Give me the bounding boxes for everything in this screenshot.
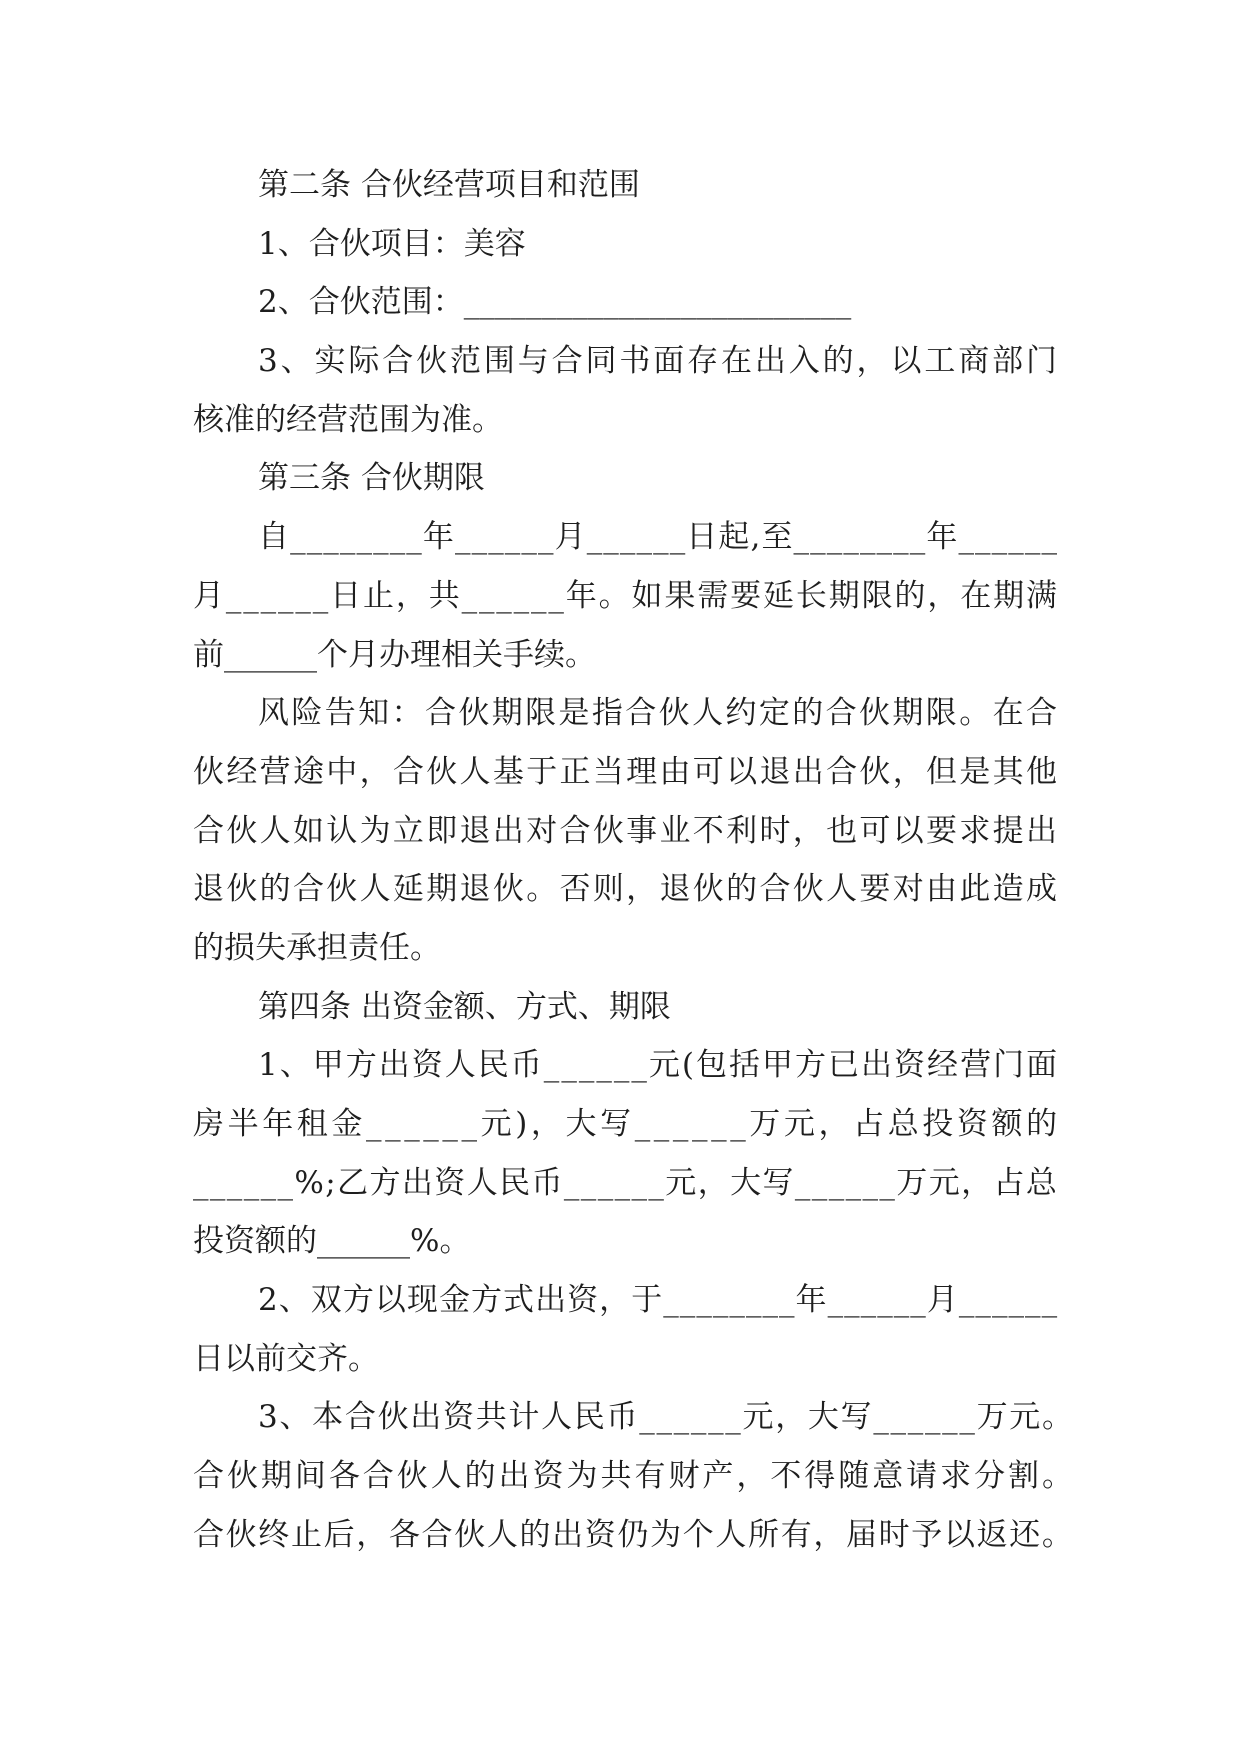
article-2-heading [0,156,1241,215]
clause-line: 1、合伙项目：美容 [258,225,526,262]
clause-line: 月______日止，共______年。如果需要延长期限的，在期满 [193,577,1059,614]
notice-line: 伙经营途中，合伙人基于正当理由可以退出合伙，但是其他 [193,753,1060,790]
clause-line: 3、实际合伙范围与合同书面存在出入的，以工商部门 [258,343,1060,380]
clause-capital-total [0,1388,1241,1564]
clause-line: 房半年租金______元)，大写______万元，占总投资额的 [193,1106,1061,1142]
clause-line: 3、本合伙出资共计人民币______元，大写______万元。 [258,1399,1075,1436]
article-4-heading [0,978,1241,1037]
clause-line: 投资额的______%。 [193,1223,471,1260]
clause-capital-method [0,1271,1241,1388]
clause-actual-scope [0,332,1241,449]
clause-term-dates [0,508,1241,684]
clause-line: 前______个月办理相关手续。 [193,636,596,673]
clause-line: 日以前交齐。 [193,1340,379,1377]
clause-line: 核准的经营范围为准。 [193,401,503,438]
risk-notice [0,684,1241,977]
clause-line: 2、双方以现金方式出资，于________年______月______ [258,1282,1059,1319]
heading-line: 第三条 合伙期限 [258,460,485,497]
notice-line: 的损失承担责任。 [193,929,441,966]
clause-line: 合伙期间各合伙人的出资为共有财产，不得随意请求分割。 [193,1458,1076,1495]
notice-line: 风险告知：合伙期限是指合伙人约定的合伙期限。在合 [258,695,1060,732]
clause-partnership-project [0,215,1241,274]
clause-line: ______%;乙方出资人民币______元，大写______万元，占总 [193,1164,1059,1201]
notice-line: 合伙人如认为立即退出对合伙事业不利时，也可以要求提出 [193,812,1060,849]
notice-line: 退伙的合伙人延期退伙。否则，退伙的合伙人要对由此造成 [193,871,1060,908]
clause-line: 1、甲方出资人民币______元(包括甲方已出资经营门面 [258,1047,1060,1084]
clause-capital-amounts [0,1036,1241,1271]
article-3-heading [0,449,1241,508]
heading-line: 第二条 合伙经营项目和范围 [258,167,640,203]
heading-line: 第四条 出资金额、方式、期限 [258,988,671,1025]
clause-line: 合伙终止后，各合伙人的出资仍为个人所有，届时予以返还。 [193,1516,1075,1553]
clause-line: 2、合伙范围：_________________________ [258,284,852,321]
clause-partnership-scope [0,273,1241,332]
clause-line: 自________年______月______日起,至________年______ [258,519,1059,556]
